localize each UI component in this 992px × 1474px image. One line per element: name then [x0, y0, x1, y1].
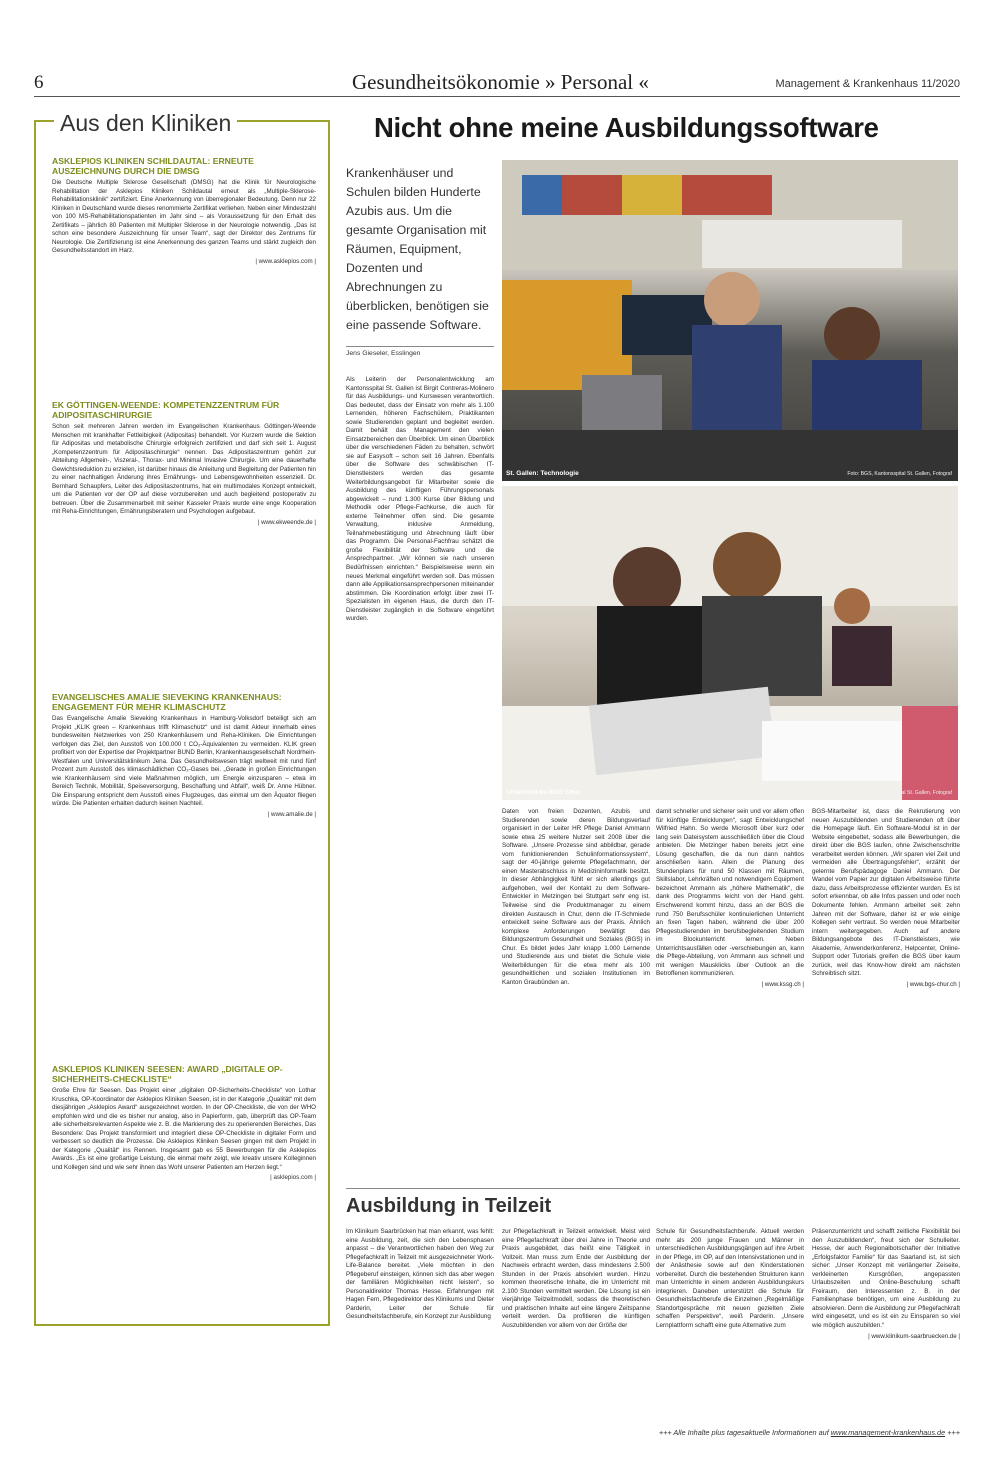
sub-article-source[interactable]: | www.klinikum-saarbruecken.de |: [868, 1332, 960, 1340]
article-column-3: [656, 808, 804, 989]
news-headline: EK GÖTTINGEN-WEENDE: KOMPETENZZENTRUM FÜR ADIPOSITASCHIRURGIE: [52, 400, 280, 420]
section-title: Gesundheitsökonomie » Personal «: [352, 70, 649, 94]
column-text: BGS-Mitarbeiter ist, dass die Rekrutierung von neuen Auszubildenden und Studierenden oft über die Homepage läuft. Ein Software-Modul ist in der Website eingebettet, sodass alle Bewerbungen, die direkt über die BGS laufen, ohne Zwischenschritte verarbeitet werden können. „Wir sparen viel Zeit und vermeiden alle Übertragungsfehler“, erzählt der gelernte Berufspädagoge Daniel Ammann. Der Wandel vom Papier zur digitalen Arbeitsweise führte dazu, dass Arbeitsprozesse effizienter wurden. Es ist sofort erkennbar, ob alle Infos passen und oder noch Dokumente fehlen. Ammann arbeitet seit zehn Jahren mit der Software, daher ist er wie einige Kollegen sehr vertraut. So werden neue Mitarbeiter intern weitergegeben. Auch auf andere Bildungsangebote des IT-Dienstleisters, wie Akademie, Anwenderkonferenz, Helpcenter, Online-Support oder Tutorials greifen die BGS über kaum zurück, weil das Know-how direkt am nächsten Schreibtisch sitzt.: [812, 808, 960, 978]
news-body: Schon seit mehreren Jahren werden im Evangelischen Krankenhaus Göttingen-Weende Menschen mit krankhafter Fettleibigkeit (Adipositas) behandelt. Vor Kurzem wurde die Sektion für Adipositas und metabolische Chirurgie erfolgreich zertifiziert und darf sich seit 1. August „Kompetenzzentrum für Adipositaschirurgie“ nennen. Das Adipositaszentrum gehört zur Abteilung Allgemein-, Viszeral-, Thorax- und Minimal Invasive Chirurgie. Um eine dauerhafte Gewichtsreduktion zu erzielen, ist darüber hinaus die Anleitung und Begleitung der Patienten hin zu einer nachhaltigen Änderung ihres Ernährungs- und Lebensgewohnheiten essenziell. Dr. Bernhard Schaupfers, Leiter des Adipositaszentrums, hat ein multimodales Konzept entwickelt, um die Patienten vor der OP auf diese vorzubereiten und auch begleitend postoperativ zu betreuen. Über die Zusammenarbeit mit seiner Kasseler Praxis wurde eine enge Kooperation mit Reha-Einrichtungen, Ernährungsberatern und Psychologen aufgebaut.: [52, 423, 316, 515]
photo-credit: Foto: BGS, Kantonsspital St. Gallen, Fotograf: [847, 471, 952, 477]
news-item: [52, 400, 316, 527]
sidebar-news-box: [34, 110, 330, 1326]
page-number: 6: [34, 72, 44, 93]
article-column-1: [346, 376, 494, 624]
news-source[interactable]: | www.amalie.de |: [267, 810, 316, 818]
news-item: [52, 692, 316, 819]
article-source[interactable]: | www.kssg.ch |: [761, 980, 804, 988]
sub-article-column-3: [656, 1228, 804, 1331]
footer-end: +++: [947, 1428, 960, 1437]
sub-article-column-2: [502, 1228, 650, 1331]
sub-article-column-1: [346, 1228, 494, 1322]
footer-text: +++ Alle Inhalte plus tagesaktuelle Informationen auf: [658, 1428, 829, 1437]
column-text: Präsenzunterricht und schafft zeitliche Flexibilität bei den Auszubildenden“, freut sich der Schulleiter. Hesse, der auch Regionalbotschafter der Initiative „Erfolgsfaktor Familie“ für das Saarland ist, ist sich sicher: „Unser Konzept mit verlängerter Zeiseite, verkleinerten Kursgrößen, angepassten Urlaubszeiten und Online-Beschulung schafft Freiraum, den Interessenten z. B. in der Familienphase benötigen, um eine Ausbildung zu absolvieren. Denn die Ausbildung zur Pflegefachkraft wird eingesetzt, und es ist ein zu Einsparen so viel wie möglich auszubilden.“: [812, 1228, 960, 1330]
journal-name: Management & Krankenhaus 11/2020: [775, 78, 960, 90]
news-source[interactable]: | www.ekweende.de |: [257, 518, 316, 526]
photo-caption: Unterricht im BGS Chur: [506, 789, 581, 796]
photo-caption: St. Gallen: Technologie: [506, 470, 579, 477]
news-item: [52, 156, 316, 266]
news-body: Große Ehre für Seesen. Das Projekt einer „digitalen OP-Sicherheits-Checkliste“ von Lothar Kruschka, OP-Koordinator der Asklepios Kliniken Seesen, ist in der Kategorie „Qualität“ mit dem diesjährigen „Asklepios Award“ ausgezeichnet worden. In der OP-Checkliste, die von der WHO empfohlen wird und die es bisher nur analog, also in Papierform, gab, überprüft das OP-Team alle sicherheitsrelevanten Aspekte wie z. B. die Markierung des zu operierenden Bereiches. Das Besondere: Das Projekt transformiert und integriert diese OP-Checkliste in digitaler Form und verbessert so deutlich die Prozesse. Die Asklepios Kliniken Seesen gingen mit dem Projekt in der Kategorie „Qualität“ ins Rennen. Insgesamt gab es 55 Bewerbungen für die Asklepios Awards. „Es ist eine großartige Leistung, die einmal mehr zeigt, wie kreativ unsere Kolleginnen und Kollegen sind und wie sehr ihnen das Wohl unserer Patienten am Herzen liegt.“: [52, 1087, 316, 1171]
article-source[interactable]: | www.bgs-chur.ch |: [906, 980, 960, 988]
column-text: Daten von freien Dozenten, Azubis und Studierenden sowie deren Bildungsverlauf organisiert in der Leiter HR Pflege Daniel Ammann sowie etwa 25 weitere Nutzer seit 2008 über die Software. „Unsere Prozesse sind abbildbar, gerade vom funktionierenden Schulinformationssystem“, sagt der 40-jährige gelernte Pflegefachmann, der einen Masterabschluss in Medizininformatik besitzt. In dieser Abhängigkeit fühlt er sich allerdings gut aufgehoben, weil der Kontakt zu dem Software-Entwickler in Metzingen bei Stuttgart sehr eng ist. Teilweise sind die Produktmanager zu einem direkten Austausch in Chur, denn die IT-Schmiede entwickelt seine Software aus der Praxis. Ähnlich komplexe Anforderungen bewältigt das Bildungszentrum Gesundheit und Soziales (BGS) in Chur. Es bildet jedes Jahr knapp 1.000 Lernende und Studierende aus und bietet die Schule viele Weiterbildungen für die etwa mehr als 100 gesundheitlichen und sozialen Institutionen im Kanton Graubünden an.: [502, 808, 650, 986]
column-text: Schule für Gesundheitsfachberufe. Aktuell werden mehr als 200 junge Frauen und Männer in unterschiedlichen Ausbildungsgängen auf ihre Arbeit in der Pflege, im OP, auf den Intensivstationen und in der Anästhesie sowie auf den Kinderstationen vorbereitet. Durch die bestehenden Strukturen kann man Unterrichte in einem anderen Ausbildungskurs integrieren. Daneben unterstützt die Schule für Gesundheitsfachberufe die Einzelnen „Regelmäßige Standortgespräche mit neuen gezielten Ziele schaffen Perspektive“, weiß Parderin. „Unsere Lernplattform schafft eine gute Alternative zum: [656, 1228, 804, 1330]
article-author: Jens Gieseler, Esslingen: [346, 346, 494, 357]
column-text: damit schneller und sicherer sein und vor allem offen für künftige Entwicklungen“, sagt Entwicklungschef Wilfried Hahn. So werde Microsoft über kurz oder lang sein Dateisystem ausschließlich über die Cloud anbieten. Die Metzinger haben bereits jetzt eine Lösung geschaffen, die da nun dann nahtlos anschließen kann. Allein die Planung des Stundenplans für rund 50 Klassen mit Räumen, Skillslabor, Lehrkräften und notwendigem Equipment bezeichnet Ammann als „höhere Mathematik“, die dank des Programms leicht von der Hand geht. Erschwerend kommt hinzu, dass an der BGS die rund 750 Berufsschüler kontinuierlichen Unterricht an fixen Tagen haben, während die über 200 Pflegestudierenden im berufsbegleitenden Studium im Blockunterricht lernen. Neben Unterrichtsausfällen oder -verschiebungen an, kann die Pflege-Abteilung, von Ammann aus schnell und mit wenigen Mausklicks über Outlook an die Betroffenen kommunizieren.: [656, 808, 804, 978]
sub-article-column-4: [812, 1228, 960, 1341]
footer-link[interactable]: www.management-krankenhaus.de: [830, 1428, 946, 1437]
news-item: [52, 1064, 316, 1182]
news-body: Das Evangelische Amalie Sieveking Krankenhaus in Hamburg-Volksdorf beteiligt sich am Projekt „KLIK green – Krankenhaus trifft Klimaschutz“ und ist damit Akteur innerhalb eines bundesweiten Netzwerkes von 250 Krankenhäusern und Reha-Kliniken. Die Einrichtungen verfolgen das Ziel, den Ausstoß von 100.000 t CO₂-Äquivalenten zu vermeiden. KLIK green profitiert von der Expertise der Projektpartner BUND Berlin, Krankenhausgesellschaft Nordrhein-Westfalen und Universitätsklinikum Jena. Das Gesundheitswesen trägt weltweit mit rund fünf Prozent zum Ausstoß des klimaschädlichen CO₂-Gases bei. „Gerade in großen Einrichtungen wie Krankenhäusern sind viele Maßnahmen möglich, um Energie einzusparen – etwa im Bereich Technik, Mobilität, Speiseversorgung, Beschaffung und Abfall“, weiß Dr. Anne Hübner. Die Einsparung entspricht dem Ausstoß eines Flugzeuges, das einmal um den Äquator fliegen würde. Die Patienten erhalten dadurch keinen Nachteil.: [52, 715, 316, 807]
column-text: zur Pflegefachkraft in Teilzeit entwickelt. Meist wird eine Pflegefachkraft über drei Jahre in Theorie und Praxis ausgebildet, das heißt eine Tätigkeit in Vollzeit. Man muss zum Ende der Ausbildung der Nachweis erbracht werden, dass mindestens 2.500 Stunden in der Praxis absolviert wurden. Hinzu kommen theoretische Inhalte, die im Unterricht mit 2.100 Stunden vermittelt werden. Die Lösung ist ein vierjährige Teilzeitmodell, sodass die theoretischen und praktischen Inhalte auf eine längere Zeitspanne verteilt werden. Da profitieren die künftigen Auszubildenden vor allem von der Größe der: [502, 1228, 650, 1330]
sub-article-divider: [346, 1188, 960, 1189]
news-headline: ASKLEPIOS KLINIKEN SEESEN: AWARD „DIGITALE OP-SICHERHEITS-CHECKLISTE“: [52, 1064, 283, 1084]
photo-classroom: [502, 486, 958, 800]
column-text: Im Klinikum Saarbrücken hat man erkannt, was fehlt: eine Ausbildung, zeit, die sich den Lebensphasen anpasst – die Verantwortlichen haben den Weg zur Pflegefachkraft in Teilzeit mit ausgezeichneter Work-Life-Balance bereitet. „Viele möchten in den Pflegeberuf einsteigen, können sich das aber wegen der familiären Möglichkeiten nicht leisten“, so Personaldirektor Thomas Hesse. Erfahrungen mit Hagen Fern, Pflegedirektor des Klinikums und Dieter Parderin, Leiter der Schule für Gesundheitsfachberufe, ein Konzept zur Ausbildung: [346, 1228, 494, 1321]
column-text: Als Leiterin der Personalentwicklung am Kantonsspital St. Gallen ist Birgit Contreras-Molinero für das Ausbildungs- und Kurswesen verantwortlich. Das bedeutet, dass der Einsatz von mehr als 1.100 Lernenden, höheren Fachschülern, Praktikanten sowie Studierenden geplant und begleitet werden. Damit behält das Management den vielen Einsatzbereichen den Überblick. Um einen Überblick über die verschiedenen Fäden zu behalten, schwört sie auf Easysoft – schon seit 16 Jahren. Ebenfalls über die Software des schwäbischen IT-Dienstleisters werden das gesamte Weiterbildungsangebot für Mitarbeiter sowie die Ausbildung des künftigen Führungspersonals abgewickelt – rund 1.300 Kurse über Bildung und Methodik oder Pflege-Fachkurse, die auch für externe Teilnehmer offen sind. Die gesamte Verwaltung, inklusive Anmeldung, Teilnahmebestätigung und Abrechnung läuft über das Programm. Die Personal-Fachfrau schätzt die große Flexibilität der Software und die Ansprechpartner. „Wir können sie nach unseren Bedürfnissen einrichten.“ Beispielsweise wenn ein neues Merkmal eingeführt werden soll. Das müssen dann alle Applikationsansprechpersonen miteinander abstimmen. Die Koordination erfolgt über zwei IT-Spezialisten im eigenen Haus, die durch den IT-Dienstleister zugänglich in die Software eingeführt wurden.: [346, 376, 494, 623]
news-headline: EVANGELISCHES AMALIE SIEVEKING KRANKENHAUS: ENGAGEMENT FÜR MEHR KLIMASCHUTZ: [52, 692, 282, 712]
news-body: Die Deutsche Multiple Sklerose Gesellschaft (DMSG) hat die Klinik für Neurologische Rehabilitation der Asklepios Kliniken Schildautal erneut als „Multiple-Sklerose-Rehabilitationsklinik“ zertifiziert. Eine Anerkennung von überregionaler Bedeutung. Denn nur 22 Kliniken in Deutschland wurde dieses renommierte Zertifikat verliehen. Neben einer Mindestzahl von 100 MS-Rehabilitationspatienten im Jahr sind – als Voraussetzung für den Erhalt des Zertifikats – jährlich 80 Patienten mit Multipler Sklerose in der Neurologie notwendig. „Das ist schon eine besondere Auszeichnung für unser Team“, sagt der Direktor des Zentrums für Neurologie. Die Zertifizierung ist eine Anerkennung des ganzen Teams und stärkt zugleich den Gesundheitsstandort im Harz.: [52, 179, 316, 254]
news-source[interactable]: | www.asklepios.com |: [255, 257, 316, 265]
photo-training-room: [502, 160, 958, 481]
photo-credit: Foto: BGS, Kantonsspital St. Gallen, Fotograf: [847, 790, 952, 796]
header-divider: [34, 96, 960, 97]
photo-illustration: [502, 160, 958, 481]
page-header: [0, 70, 992, 98]
article-teaser: Krankenhäuser und Schulen bilden Hunderte Azubis aus. Um die gesamte Organisation mit Räumen, Equipment, Dozenten und Abrechnungen zu überblicken, benötigen sie eine passende Software.: [346, 166, 489, 332]
news-source[interactable]: | asklepios.com |: [270, 1174, 316, 1181]
sub-article-title: Ausbildung in Teilzeit: [346, 1195, 552, 1217]
news-headline: ASKLEPIOS KLINIKEN SCHILDAUTAL: ERNEUTE AUSZEICHNUNG DURCH DIE DMSG: [52, 156, 254, 176]
article-title: Nicht ohne meine Ausbildungssoftware: [374, 112, 879, 143]
article-column-4: [812, 808, 960, 989]
sidebar-title: Aus den Kliniken: [54, 110, 237, 137]
photo-illustration: [502, 486, 958, 800]
page-footer: [659, 1428, 960, 1437]
article-column-2: [502, 808, 650, 987]
